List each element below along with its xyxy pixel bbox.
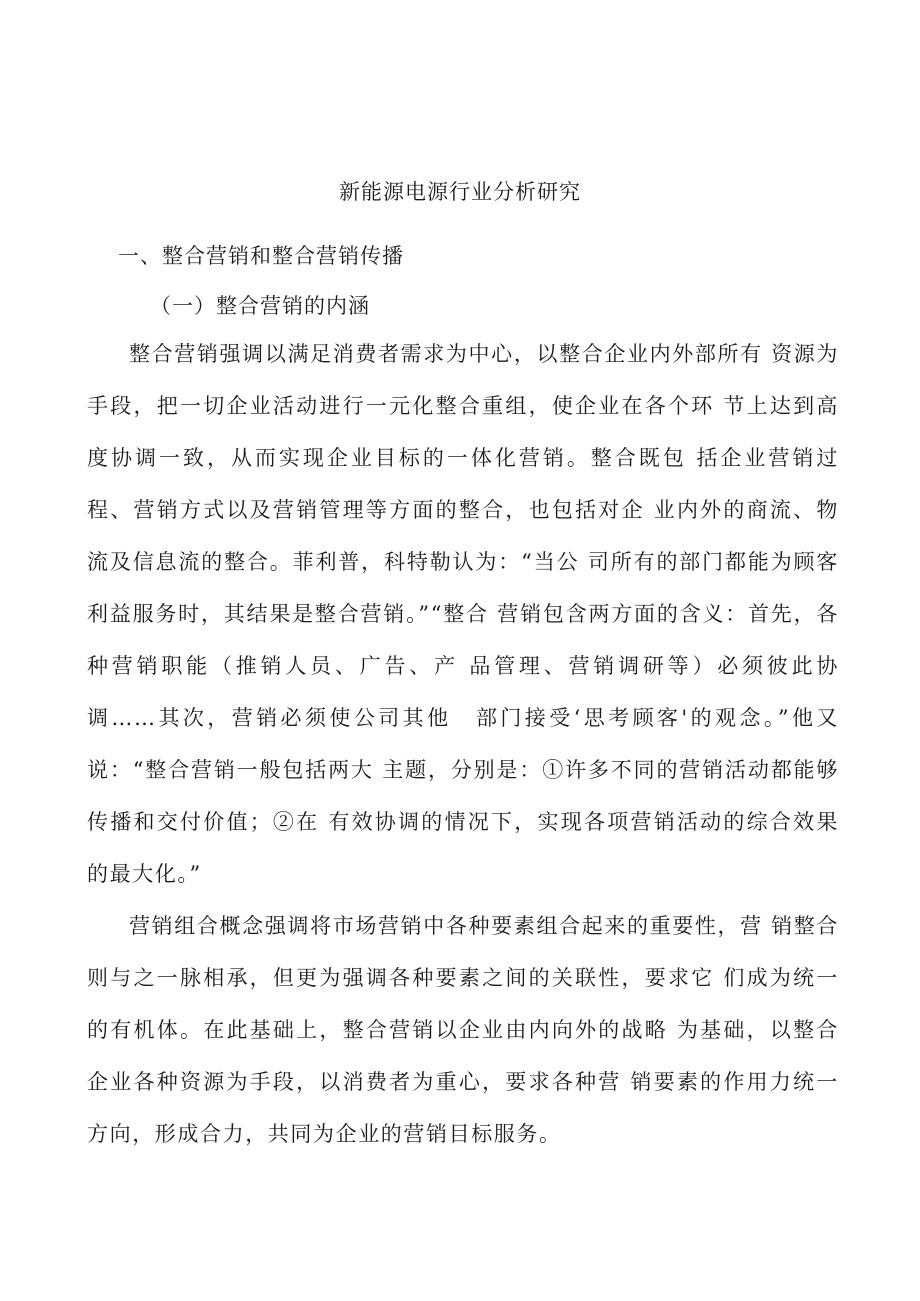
- body-paragraph: 整合营销强调以满足消费者需求为中心，以整合企业内外部所有 资源为手段，把一切企业活动进行一元化整合重组，使企业在各个环 节上达到高度协调一致，从而实现企业目标的一体化营销。整合既包 括企业营销过程、营销方式以及营销管理等方面的整合，也包括对企 业内外的商流、物流及信息流的整合。菲利普，科特勒认为：“当公 司所有的部门都能为顾客利益服务时，其结果是整合营销。”“整合 营销包含两方面的含义：首先，各种营销职能（推销人员、广告、产 品管理、营销调研等）必须彼此协调……其次，营销必须使公司其他 部门接受‘思考顾客'的观念。”他又说：“整合营销一般包括两大 主题，分别是：①许多不同的营销活动都能够传播和交付价值；②在 有效协调的情况下，实现各项营销活动的综合效果的最大化。”: [87, 342, 839, 886]
- section-heading: 一、整合营销和整合营销传播: [118, 244, 404, 268]
- document-title: 新能源电源行业分析研究: [339, 180, 581, 204]
- body-paragraph: 营销组合概念强调将市场营销中各种要素组合起来的重要性，营 销整合则与之一脉相承，但更为强调各种要素之间的关联性，要求它 们成为统一的有机体。在此基础上，整合营销以企业由内向外的战略 为基础，以整合企业各种资源为手段，以消费者为重心，要求各种营 销要素的作用力统一方向，形成合力，共同为企业的营销目标服务。: [87, 914, 839, 1146]
- subsection-heading: （一）整合营销的内涵: [150, 294, 370, 318]
